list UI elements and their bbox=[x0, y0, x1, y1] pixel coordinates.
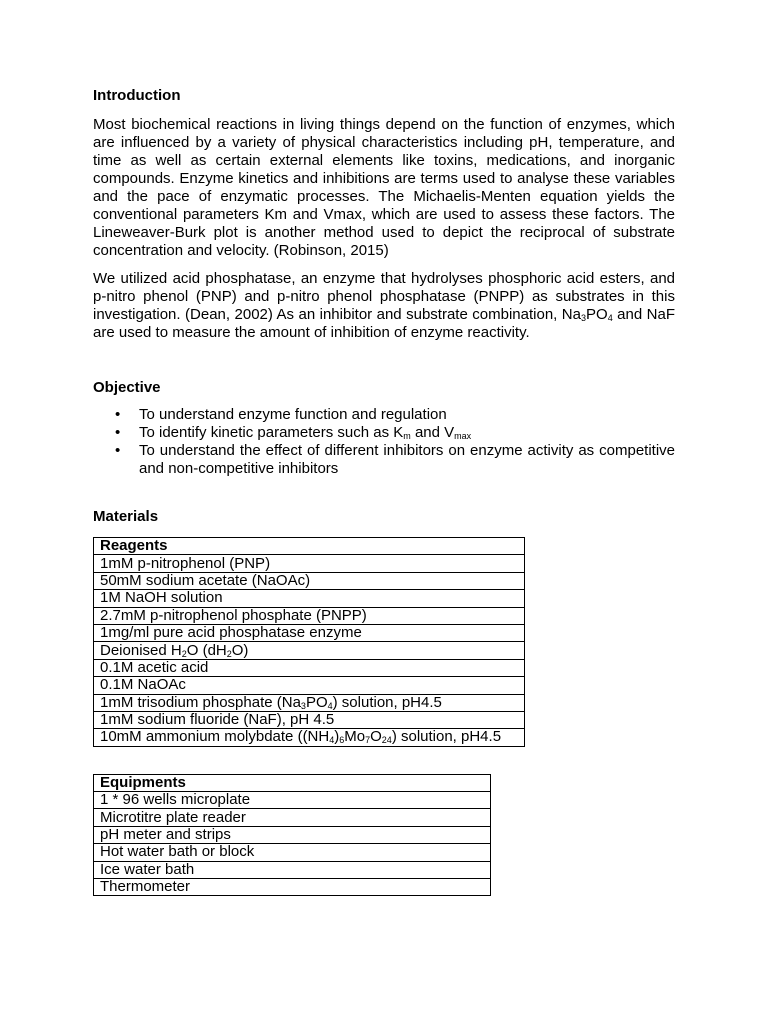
reagents-table bbox=[93, 537, 525, 747]
reagents-header: Reagents bbox=[94, 538, 525, 555]
bullet-icon: • bbox=[115, 442, 121, 459]
materials-heading: Materials bbox=[93, 508, 159, 525]
introduction-paragraph-1: Most biochemical reactions in living things depend on the function of enzymes, which are influenced by a variety of physical characteristics including pH, temperature, and time as well as certain external elements like toxins, medications, and inorganic compounds. Enzyme kinetics and inhibitions are terms used to analyse these variables and the pace of enzymatic processes. The Michaelis-Menten equation yields the conventional parameters Km and Vmax, which are used to assess these factors. The Lineweaver-Burk plot is another method used to depict the reciprocal of substrate concentration and velocity. (Robinson, 2015) bbox=[93, 116, 675, 259]
table-row: 1mM p-nitrophenol (PNP) bbox=[94, 555, 525, 572]
table-row: 2.7mM p-nitrophenol phosphate (PNPP) bbox=[94, 607, 525, 624]
bullet-icon: • bbox=[115, 406, 121, 423]
objective-heading: Objective bbox=[93, 379, 161, 396]
equipments-header: Equipments bbox=[94, 774, 491, 791]
bullet-icon: • bbox=[115, 424, 121, 441]
document-page bbox=[93, 86, 675, 896]
table-row: 50mM sodium acetate (NaOAc) bbox=[94, 572, 525, 589]
table-row: 1mM sodium fluoride (NaF), pH 4.5 bbox=[94, 711, 525, 728]
table-row: Deionised $H_2O$ $(dH_2O)$ bbox=[94, 642, 525, 659]
table-row: Ice water bath bbox=[94, 861, 491, 878]
table-row: Hot water bath or block bbox=[94, 844, 491, 861]
table-header-row bbox=[94, 774, 491, 791]
table-header-row bbox=[94, 538, 525, 555]
table-row: 0.1M NaOAc bbox=[94, 677, 525, 694]
table-row: 1mg/ml pure acid phosphatase enzyme bbox=[94, 624, 525, 641]
list-item: • To understand the effect of different inhibitors on enzyme activity as competitive and non-competitive inhibitors bbox=[115, 442, 675, 477]
table-row: 1mM trisodium phosphate $(Na_3PO_4)$ solution, pH4.5 bbox=[94, 694, 525, 711]
list-item: • To understand enzyme function and regulation bbox=[115, 406, 447, 423]
introduction-paragraph-2: We utilized acid phosphatase, an enzyme that hydrolyses phosphoric acid esters, and p-nitro phenol (PNP) and p-nitro phenol phosphatase (PNPP) as substrates in this investigation. (Dean, 2002) As an inhibitor and substrate combination, $Na_3PO_4$ and NaF are used to measure the amount of inhibition of enzyme reactivity. bbox=[93, 270, 675, 341]
table-row: Thermometer bbox=[94, 879, 491, 896]
objective-list bbox=[93, 406, 675, 478]
introduction-heading: Introduction bbox=[93, 87, 181, 104]
table-row: pH meter and strips bbox=[94, 826, 491, 843]
table-row: 10mM ammonium molybdate $((NH_4)_6Mo_7O_{24})$ solution, pH4.5 bbox=[94, 729, 525, 746]
table-row: 1 * 96 wells microplate bbox=[94, 792, 491, 809]
list-item: • To identify kinetic parameters such as $K_m$ and $V_{max}$ bbox=[115, 424, 472, 441]
table-row: 0.1M acetic acid bbox=[94, 659, 525, 676]
table-row: 1M NaOH solution bbox=[94, 590, 525, 607]
table-row: Microtitre plate reader bbox=[94, 809, 491, 826]
equipments-table bbox=[93, 774, 491, 897]
